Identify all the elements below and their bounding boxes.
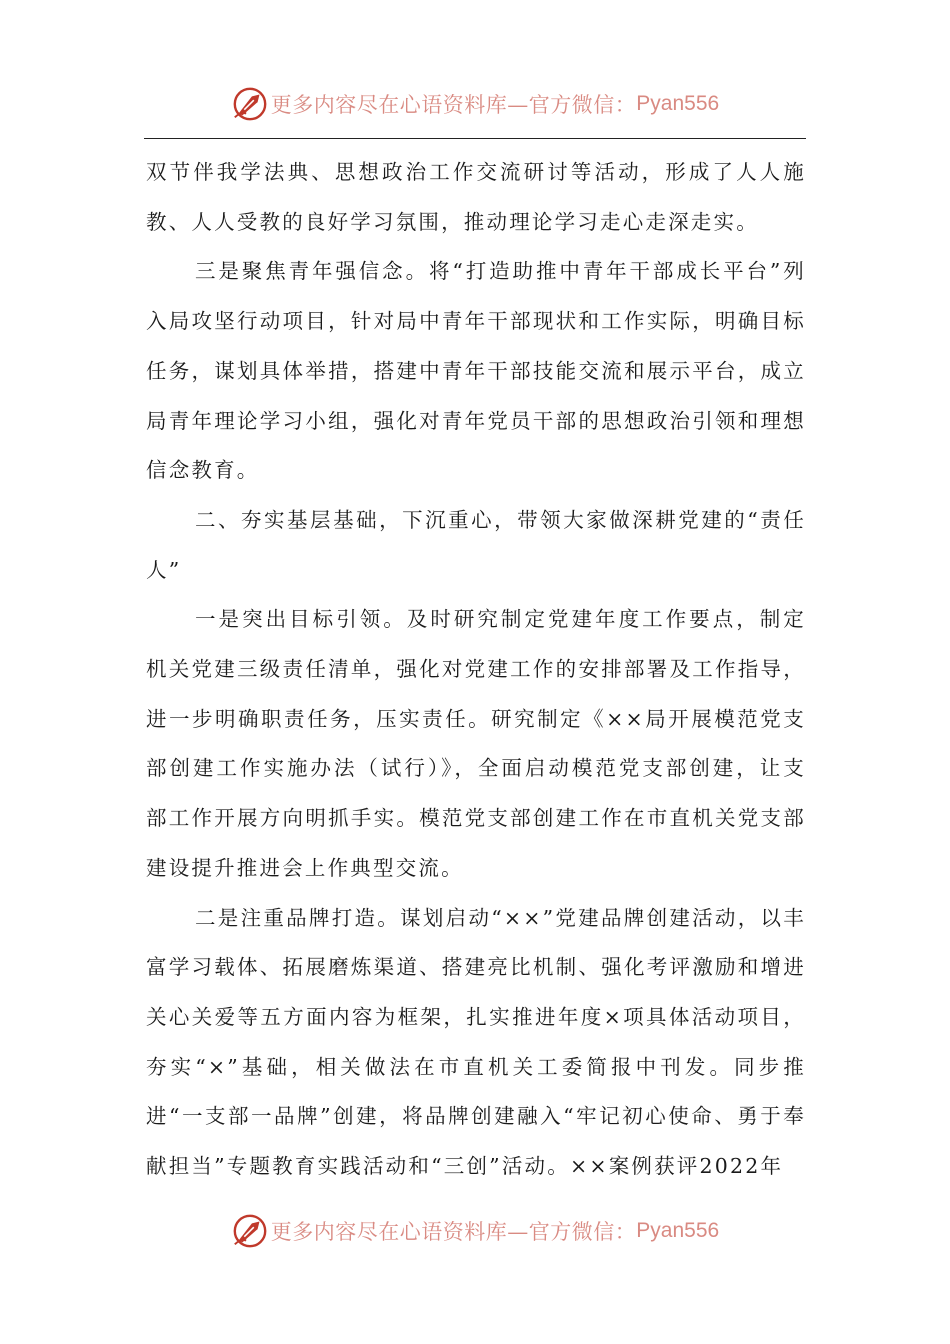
banner-slogan: 更多内容尽在心语资料库—官方微信：: [270, 1220, 637, 1244]
wechat-id: Pyan556: [636, 92, 720, 115]
wechat-id: Pyan556: [636, 1219, 720, 1242]
document-body: [146, 148, 806, 1192]
section-heading: 二、夯实基层基础，下沉重心，带领大家做深耕党建的“责任人”: [146, 507, 806, 582]
header-divider: [144, 138, 806, 139]
paragraph: 三是聚焦青年强信念。将“打造助推中青年干部成长平台”列入局攻坚行动项目，针对局中青年干部现状和工作实际，明确目标任务，谋划具体举措，搭建中青年干部技能交流和展示平台，成立局青年理论学习小组，强化对青年党员干部的思想政治引领和理想信念教育。: [146, 259, 806, 483]
header-banner: [0, 84, 950, 124]
paragraph: 双节伴我学法典、思想政治工作交流研讨等活动，形成了人人施教、人人受教的良好学习氛围，推动理论学习走心走深走实。: [146, 160, 806, 234]
footer-banner: [0, 1211, 950, 1251]
banner-slogan: 更多内容尽在心语资料库—官方微信：: [270, 93, 637, 117]
paragraph: 二是注重品牌打造。谋划启动“××”党建品牌创建活动，以丰富学习载体、拓展磨炼渠道、搭建亮比机制、强化考评激励和增进关心关爱等五方面内容为框架，扎实推进年度×项具体活动项目，夯实“×”基础，相关做法在市直机关工委简报中刊发。同步推进“一支部一品牌”创建，将品牌创建融入“牢记初心使命、勇于奉献担当”专题教育实践活动和“三创”活动。××案例获评2022年: [146, 905, 806, 1179]
paragraph: 一是突出目标引领。及时研究制定党建年度工作要点，制定机关党建三级责任清单，强化对党建工作的安排部署及工作指导，进一步明确职责任务，压实责任。研究制定《××局开展模范党支部创建工作实施办法（试行）》，全面启动模范党支部创建，让支部工作开展方向明抓手实。模范党支部创建工作在市直机关党支部建设提升推进会上作典型交流。: [146, 607, 806, 880]
pen-nib-logo-icon: [231, 1212, 269, 1250]
pen-nib-logo-icon: [231, 85, 269, 123]
